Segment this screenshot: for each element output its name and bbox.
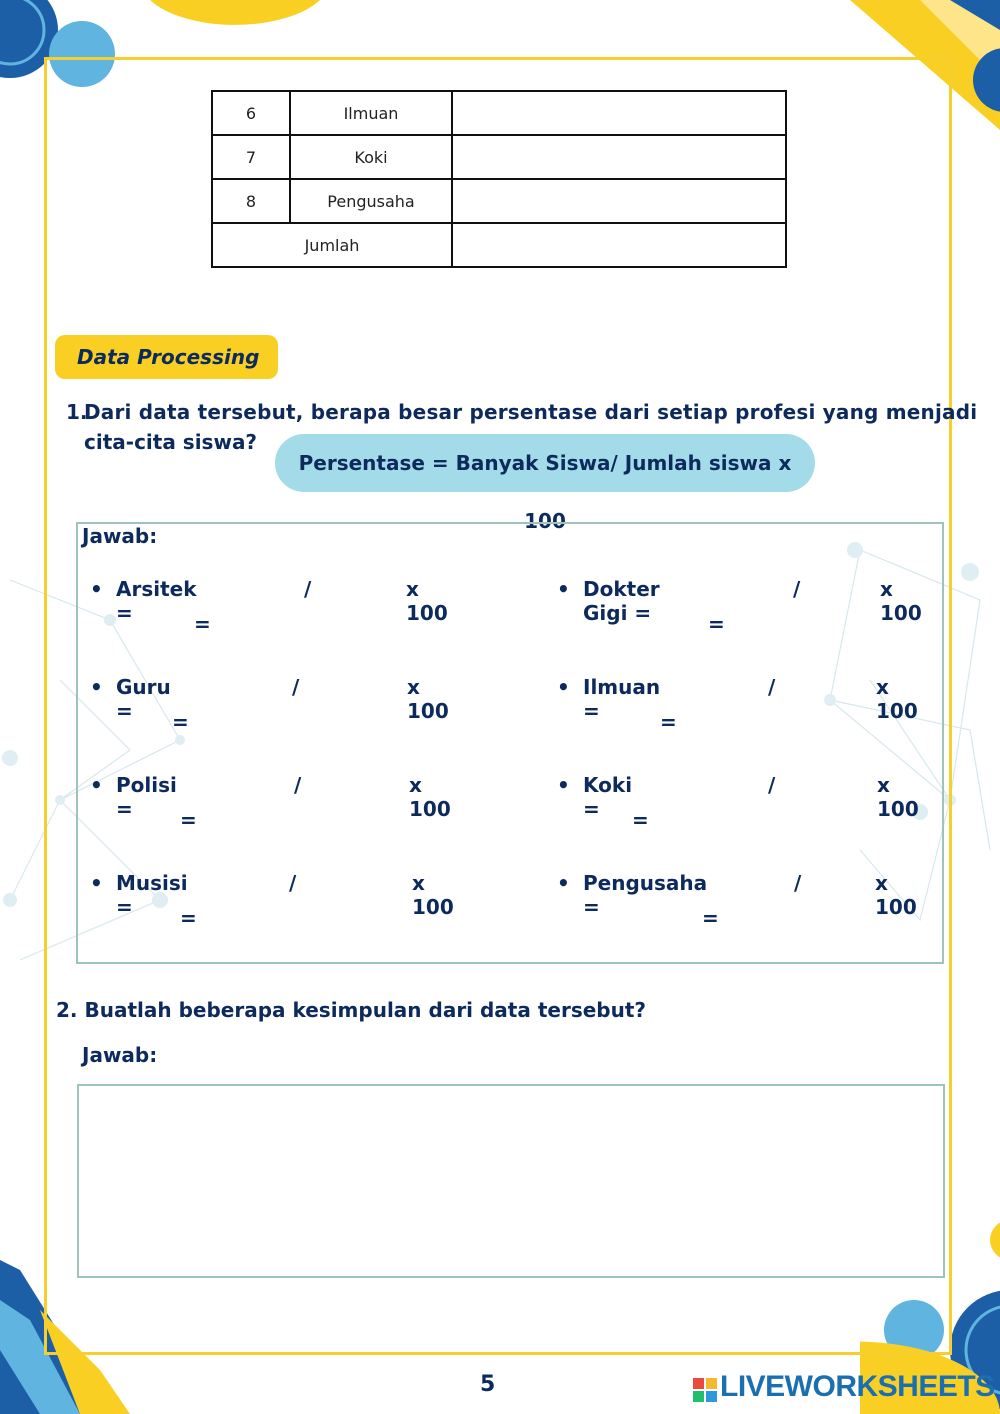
table-total-row [212,223,786,267]
table-cell-profession: Ilmuan [290,91,452,135]
calc-equals[interactable]: = [660,710,677,734]
calc-times: x 100 [876,675,918,723]
calc-name: Arsitek = [116,577,197,625]
calc-times: x 100 [875,871,917,919]
table-cell-count-input[interactable] [452,91,786,135]
table-total-input[interactable] [452,223,786,267]
calc-equals[interactable]: = [708,612,725,636]
calc-equals[interactable]: = [172,710,189,734]
calc-slash[interactable]: / [768,773,776,797]
calc-slash[interactable]: / [794,871,802,895]
calc-equals[interactable]: = [180,906,197,930]
table-cell-number: 6 [212,91,290,135]
calc-equals[interactable]: = [180,808,197,832]
answer-label-1: Jawab: [82,524,158,548]
calc-equals[interactable]: = [194,612,211,636]
calc-slash[interactable]: / [294,773,302,797]
table-row [212,135,786,179]
bullet: • [557,871,570,895]
calc-name: Musisi = [116,871,188,919]
calc-name: Ilmuan = [583,675,661,723]
formula-pill: Persentase = Banyak Siswa/ Jumlah siswa x 100 [275,434,815,492]
calc-times: x 100 [409,773,451,821]
calc-name: Pengusaha = [583,871,708,919]
watermark-text: LIVEWORKSHEETS [720,1370,995,1403]
bullet: • [90,773,103,797]
question-1-number: 1. [66,400,88,424]
table-cell-count-input[interactable] [452,179,786,223]
bullet: • [90,577,103,601]
answer-box-1 [76,522,944,964]
table-cell-profession: Koki [290,135,452,179]
conclusion-answer-box[interactable] [77,1084,945,1278]
calc-slash[interactable]: / [793,577,801,601]
section-badge: Data Processing [55,335,278,379]
table-row [212,179,786,223]
page-number: 5 [480,1372,496,1397]
calc-name: Guru = [116,675,171,723]
answer-label-2: Jawab: [82,1043,158,1067]
calc-equals[interactable]: = [702,906,719,930]
question-1-line1: Dari data tersebut, berapa besar persentase dari setiap profesi yang menjadi [84,400,978,424]
question-2: 2. Buatlah beberapa kesimpulan dari data tersebut? [56,998,646,1022]
calc-name: Dokter Gigi = [583,577,660,625]
calc-name: Koki = [583,773,633,821]
calc-equals[interactable]: = [632,808,649,832]
calc-times: x 100 [406,577,448,625]
calc-slash[interactable]: / [289,871,297,895]
bullet: • [90,871,103,895]
calc-times: x 100 [412,871,454,919]
bullet: • [557,675,570,699]
calc-times: x 100 [407,675,449,723]
table-cell-count-input[interactable] [452,135,786,179]
table-total-label: Jumlah [212,223,452,267]
question-1-line2: cita-cita siswa? [84,430,258,454]
calc-slash[interactable]: / [304,577,312,601]
calc-slash[interactable]: / [768,675,776,699]
calc-name: Polisi = [116,773,177,821]
bullet: • [557,577,570,601]
calc-times: x 100 [877,773,919,821]
table-cell-number: 7 [212,135,290,179]
calc-slash[interactable]: / [292,675,300,699]
profession-table [211,90,787,268]
table-cell-profession: Pengusaha [290,179,452,223]
table-row [212,91,786,135]
liveworksheets-logo-icon [693,1378,717,1402]
liveworksheets-watermark [720,1370,995,1404]
calc-times: x 100 [880,577,922,625]
bullet: • [90,675,103,699]
table-cell-number: 8 [212,179,290,223]
bullet: • [557,773,570,797]
